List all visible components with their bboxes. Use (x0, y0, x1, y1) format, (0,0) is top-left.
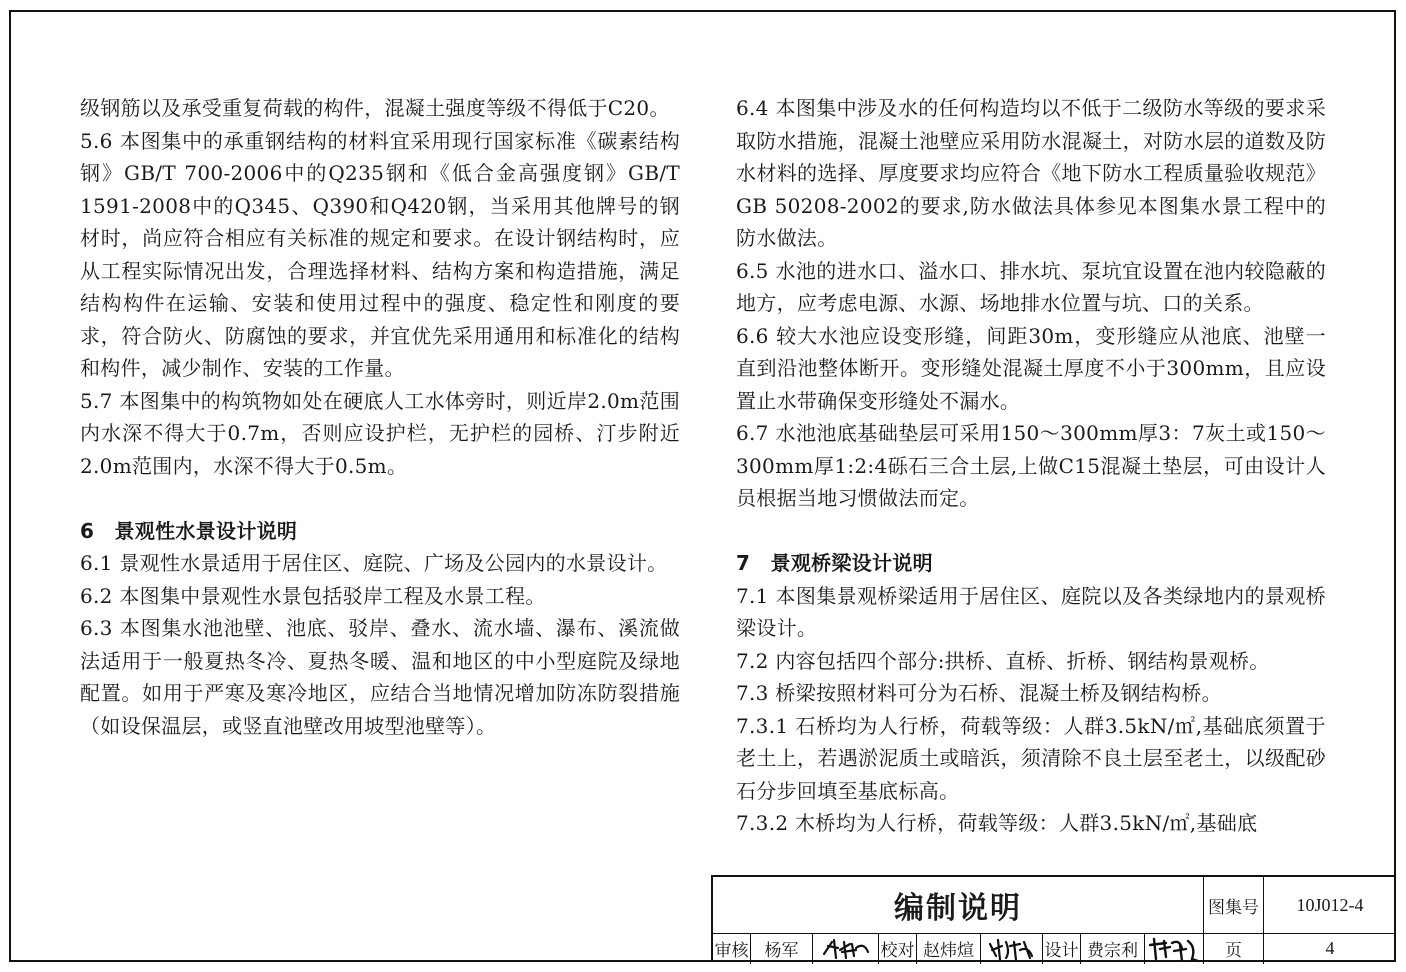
left-text-column (80, 92, 680, 742)
paragraph: 7.3.2 木桥均为人行桥，荷载等级：人群3.5kN/㎡,基础底 (736, 811, 1258, 835)
check-label: 校对 (879, 933, 917, 964)
paragraph: 6.3 本图集水池池壁、池底、驳岸、叠水、流水墙、瀑布、溪流做法适用于一般夏热冬冷、夏热冬暖、温和地区的中小型庭院及绿地配置。如用于严寒及寒冷地区，应结合当地情况增加防冻防裂措施（如设保温层，或竖直池壁改用坡型池壁等）。 (80, 616, 680, 738)
paragraph: 5.6 本图集中的承重钢结构的材料宜采用现行国家标准《碳素结构钢》GB/T 700-2006中的Q235钢和《低合金高强度钢》GB/T 1591-2008中的Q345、Q390和Q420钢，当采用其他牌号的钢材时，尚应符合相应有关标准的规定和要求。在设计钢结构时，应从工程实际情况出发，合理选择材料、结构方案和构造措施，满足结构构件在运输、安装和使用过程中的强度、稳定性和刚度的要求，符合防火、防腐蚀的要求，并宜优先采用通用和标准化的结构和构件，减少制作、安装的工作量。 (80, 128, 680, 380)
paragraph: 6.4 本图集中涉及水的任何构造均以不低于二级防水等级的要求采取防水措施，混凝土池壁应采用防水混凝土，对防水层的道数及防水材料的选择、厚度要求均应符合《地下防水工程质量验收规范》GB 50208-2002的要求,防水做法具体参见本图集水景工程中的防水做法。 (736, 96, 1326, 250)
paragraph: 6.7 水池池底基础垫层可采用150～300mm厚3：7灰土或150～300mm厚1:2:4砾石三合土层,上做C15混凝土垫层，可由设计人员根据当地习惯做法而定。 (736, 421, 1326, 510)
reviewer-signature-mark (818, 936, 874, 962)
section-heading: 7 景观桥梁设计说明 (736, 551, 933, 575)
paragraph: 6.1 景观性水景适用于居住区、庭院、广场及公园内的水景设计。 (80, 551, 668, 575)
page-number: 4 (1325, 938, 1335, 958)
title-block-row-2 (713, 933, 1396, 964)
paragraph: 6.2 本图集中景观性水景包括驳岸工程及水景工程。 (80, 583, 546, 608)
designer-signature-mark (1146, 935, 1202, 963)
checker-name: 赵炜煊 (917, 933, 981, 964)
paragraph: 7.2 内容包括四个部分:拱桥、直桥、折桥、钢结构景观桥。 (736, 648, 1270, 673)
paragraph: 6.5 水池的进水口、溢水口、排水坑、泵坑宜设置在池内较隐蔽的地方，应考虑电源、水源、场地排水位置与坑、口的关系。 (736, 258, 1326, 315)
atlas-number-label: 图集号 (1204, 877, 1264, 933)
right-text-column (736, 92, 1326, 840)
designer-name: 费宗利 (1081, 933, 1145, 964)
title-block (711, 875, 1396, 962)
page-label: 页 (1204, 933, 1264, 964)
reviewer-name: 杨军 (751, 933, 813, 964)
section-spacer (80, 482, 680, 515)
section-heading: 6 景观性水景设计说明 (80, 518, 298, 543)
section-spacer (736, 515, 1326, 548)
paragraph: 级钢筋以及承受重复荷载的构件，混凝土强度等级不得低于C20。 (80, 96, 670, 120)
designer-signature (1145, 933, 1204, 964)
review-label: 审核 (713, 933, 751, 964)
document-title: 编制说明 (713, 877, 1204, 933)
checker-signature-mark (984, 936, 1040, 962)
design-label: 设计 (1043, 933, 1081, 964)
paragraph: 7.3.1 石桥均为人行桥，荷载等级：人群3.5kN/㎡,基础底须置于老土上，若遇淤泥质土或暗浜，须清除不良土层至老土，以级配砂石分步回填至基底标高。 (736, 713, 1326, 803)
paragraph: 5.7 本图集中的构筑物如处在硬底人工水体旁时，则近岸2.0m范围内水深不得大于0.7m，否则应设护栏，无护栏的园桥、汀步附近2.0m范围内，水深不得大于0.5m。 (80, 388, 680, 478)
reviewer-signature (813, 933, 879, 964)
title-block-row-1 (713, 877, 1396, 934)
atlas-number: 10J012-4 (1296, 894, 1364, 915)
paragraph: 7.1 本图集景观桥梁适用于居住区、庭院以及各类绿地内的景观桥梁设计。 (736, 583, 1326, 640)
checker-signature (981, 933, 1043, 964)
paragraph: 7.3 桥梁按照材料可分为石桥、混凝土桥及钢结构桥。 (736, 681, 1222, 705)
paragraph: 6.6 较大水池应设变形缝，间距30m，变形缝应从池底、池壁一直到沿池整体断开。变形缝处混凝土厚度不小于300mm，且应设置止水带确保变形缝处不漏水。 (736, 323, 1326, 413)
